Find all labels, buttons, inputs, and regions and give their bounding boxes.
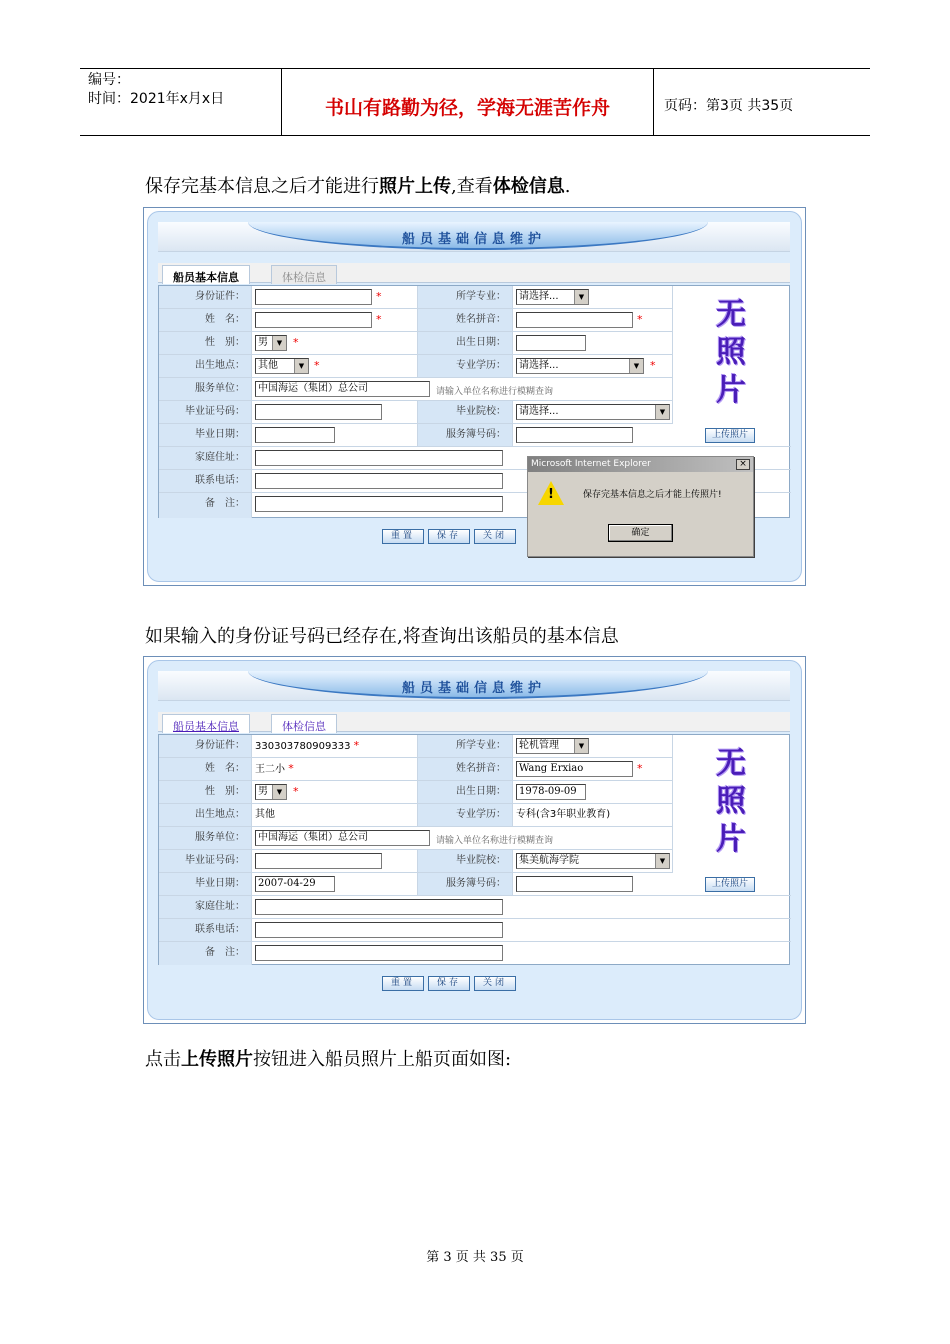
tab-bar	[158, 712, 790, 732]
row-unit	[159, 378, 672, 401]
row-unit	[159, 827, 672, 850]
alert-dialog	[527, 456, 754, 557]
unit-input[interactable]: 中国海运（集团）总公司	[255, 381, 430, 397]
save-button[interactable]: 保存	[428, 529, 470, 544]
required-mark: *	[293, 336, 299, 349]
birthdate-input[interactable]	[516, 335, 586, 351]
upload-photo-button[interactable]: 上传照片	[705, 877, 755, 892]
no-photo-image: 无照片	[716, 297, 746, 408]
remark-input[interactable]	[255, 496, 503, 512]
remark-input[interactable]	[255, 945, 503, 961]
label-name: 姓 名：	[159, 758, 252, 780]
header-motto: 书山有路勤为径，学海无涯苦作舟	[282, 69, 654, 135]
label-service-book: 服务簿号码：	[417, 873, 513, 895]
para3-bold-upload: 上传照片	[181, 1049, 253, 1070]
label-grad-date: 毕业日期：	[159, 424, 252, 446]
name-value	[252, 758, 294, 780]
address-input[interactable]	[255, 899, 503, 915]
label-name: 姓 名：	[159, 309, 252, 331]
photo-area	[672, 286, 789, 424]
dialog-title: Microsoft Internet Explorer	[528, 457, 753, 472]
form-title: 船员基础信息维护	[401, 681, 546, 696]
required-mark: *	[353, 739, 360, 752]
birthplace-select[interactable]: 其他 ▼	[255, 358, 309, 374]
grad-date-input[interactable]	[255, 427, 335, 443]
grad-date-input[interactable]: 2007-04-29	[255, 876, 335, 892]
required-mark: *	[376, 313, 382, 326]
label-birthdate: 出生日期：	[417, 781, 513, 803]
label-grad-date: 毕业日期：	[159, 873, 252, 895]
paragraph-1	[145, 172, 570, 198]
title-banner	[158, 671, 790, 701]
label-phone: 联系电话：	[159, 919, 252, 941]
para1-bold-health-info: 体检信息	[492, 176, 565, 197]
para1-text: 保存完基本信息之后才能进行	[145, 176, 379, 197]
birthdate-input[interactable]: 1978-09-09	[516, 784, 586, 800]
para1-text-mid: ,查看	[451, 176, 493, 197]
pinyin-input[interactable]	[516, 312, 633, 328]
label-pinyin: 姓名拼音：	[417, 309, 513, 331]
pinyin-input[interactable]: Wang Erxiao	[516, 761, 633, 777]
id-input[interactable]	[255, 289, 372, 305]
label-major: 所学专业：	[417, 286, 513, 308]
name-text: 王二小	[255, 764, 285, 775]
name-input[interactable]	[255, 312, 372, 328]
label-school: 毕业院校：	[417, 401, 513, 423]
header-page-info: 页码：第3页 共35页	[664, 98, 794, 114]
label-service-book: 服务簿号码：	[417, 424, 513, 446]
service-book-input[interactable]	[516, 427, 633, 443]
school-select[interactable]: 集美航海学院 ▼	[516, 853, 670, 869]
service-book-input[interactable]	[516, 876, 633, 892]
paragraph-3	[145, 1045, 511, 1071]
required-mark: *	[293, 785, 299, 798]
label-remark: 备 注：	[159, 493, 252, 518]
education-value: 专科(含3年职业教育)	[516, 809, 611, 820]
para3-text: 点击	[145, 1049, 181, 1070]
para1-text-end: .	[564, 176, 571, 197]
para1-bold-photo-upload: 照片上传	[379, 176, 451, 197]
label-education: 专业学历：	[417, 804, 513, 826]
major-select[interactable]: 请选择... ▼	[516, 289, 589, 305]
tab-health-info[interactable]: 体检信息	[271, 265, 337, 284]
label-major: 所学专业：	[417, 735, 513, 757]
gender-select[interactable]: 男 ▼	[255, 335, 287, 351]
photo-area	[672, 735, 789, 873]
id-value	[252, 735, 359, 757]
label-remark: 备 注：	[159, 942, 252, 965]
label-address: 家庭住址：	[159, 896, 252, 918]
row-gender	[159, 781, 672, 804]
warning-icon	[538, 481, 564, 505]
label-birthplace: 出生地点：	[159, 804, 252, 826]
para3-text-end: 按钮进入船员照片上船页面如图:	[253, 1049, 512, 1070]
major-select[interactable]: 轮机管理 ▼	[516, 738, 589, 754]
birthplace-value: 其他	[255, 809, 275, 820]
unit-input[interactable]: 中国海运（集团）总公司	[255, 830, 430, 846]
close-button[interactable]: 关闭	[474, 529, 516, 544]
row-remark	[159, 942, 791, 965]
tab-bar	[158, 263, 790, 283]
reset-button[interactable]: 重置	[382, 529, 424, 544]
row-cert	[159, 401, 672, 424]
dialog-message: 保存完基本信息之后才能上传照片!	[583, 490, 722, 500]
cert-input[interactable]	[255, 404, 382, 420]
basic-info-form	[158, 734, 790, 965]
row-name	[159, 758, 672, 781]
cert-input[interactable]	[255, 853, 382, 869]
label-birthplace: 出生地点：	[159, 355, 252, 377]
number-label: 编号：	[88, 72, 130, 88]
row-id	[159, 735, 672, 758]
header-meta	[80, 69, 282, 135]
label-phone: 联系电话：	[159, 470, 252, 492]
save-button[interactable]: 保存	[428, 976, 470, 991]
reset-button[interactable]: 重置	[382, 976, 424, 991]
label-gender: 性 别：	[159, 781, 252, 803]
tab-basic-info[interactable]: 船员基本信息	[162, 714, 250, 733]
paragraph-2: 如果输入的身份证号码已经存在,将查询出该船员的基本信息	[145, 626, 619, 647]
dialog-close-icon[interactable]: ×	[736, 459, 750, 470]
tab-health-info[interactable]: 体检信息	[271, 714, 337, 733]
label-id: 身份证件：	[159, 735, 252, 757]
document-header	[80, 68, 870, 136]
warning-mark: !	[548, 487, 554, 502]
screenshot-1	[143, 207, 806, 586]
row-cert	[159, 850, 672, 873]
label-address: 家庭住址：	[159, 447, 252, 469]
page-footer: 第 3 页 共 35 页	[426, 1250, 524, 1265]
row-id	[159, 286, 672, 309]
label-pinyin: 姓名拼音：	[417, 758, 513, 780]
gender-select[interactable]: 男 ▼	[255, 784, 287, 800]
row-grad-date	[159, 424, 791, 447]
label-birthdate: 出生日期：	[417, 332, 513, 354]
required-mark: *	[637, 313, 643, 326]
phone-input[interactable]	[255, 473, 503, 489]
id-text: 330303780909333	[255, 741, 351, 752]
row-phone	[159, 919, 791, 942]
row-birthplace	[159, 355, 672, 378]
required-mark: *	[637, 762, 643, 775]
title-banner	[158, 222, 790, 252]
required-mark: *	[314, 359, 320, 372]
close-button[interactable]: 关闭	[474, 976, 516, 991]
row-grad-date	[159, 873, 791, 896]
upload-photo-button[interactable]: 上传照片	[705, 428, 755, 443]
phone-input[interactable]	[255, 922, 503, 938]
row-birthplace	[159, 804, 672, 827]
label-school: 毕业院校：	[417, 850, 513, 872]
tab-basic-info[interactable]: 船员基本信息	[162, 265, 250, 284]
label-cert: 毕业证号码：	[159, 401, 252, 423]
required-mark: *	[650, 359, 656, 372]
unit-hint: 请输入单位名称进行模糊查询	[436, 387, 554, 397]
label-cert: 毕业证号码：	[159, 850, 252, 872]
required-mark: *	[288, 762, 294, 775]
label-education: 专业学历：	[417, 355, 513, 377]
required-mark: *	[376, 290, 382, 303]
row-gender	[159, 332, 672, 355]
unit-hint: 请输入单位名称进行模糊查询	[436, 836, 554, 846]
label-gender: 性 别：	[159, 332, 252, 354]
row-name	[159, 309, 672, 332]
date-label: 时间：2021年x月x日	[88, 91, 225, 107]
form-title: 船员基础信息维护	[401, 232, 546, 247]
address-input[interactable]	[255, 450, 503, 466]
school-select[interactable]: 请选择... ▼	[516, 404, 670, 420]
no-photo-image: 无照片	[716, 746, 746, 857]
row-address	[159, 896, 791, 919]
screenshot-2	[143, 656, 806, 1024]
dialog-ok-button[interactable]: 确定	[608, 524, 673, 542]
label-unit: 服务单位：	[159, 827, 252, 849]
label-id: 身份证件：	[159, 286, 252, 308]
education-select[interactable]: 请选择... ▼	[516, 358, 644, 374]
label-unit: 服务单位：	[159, 378, 252, 400]
